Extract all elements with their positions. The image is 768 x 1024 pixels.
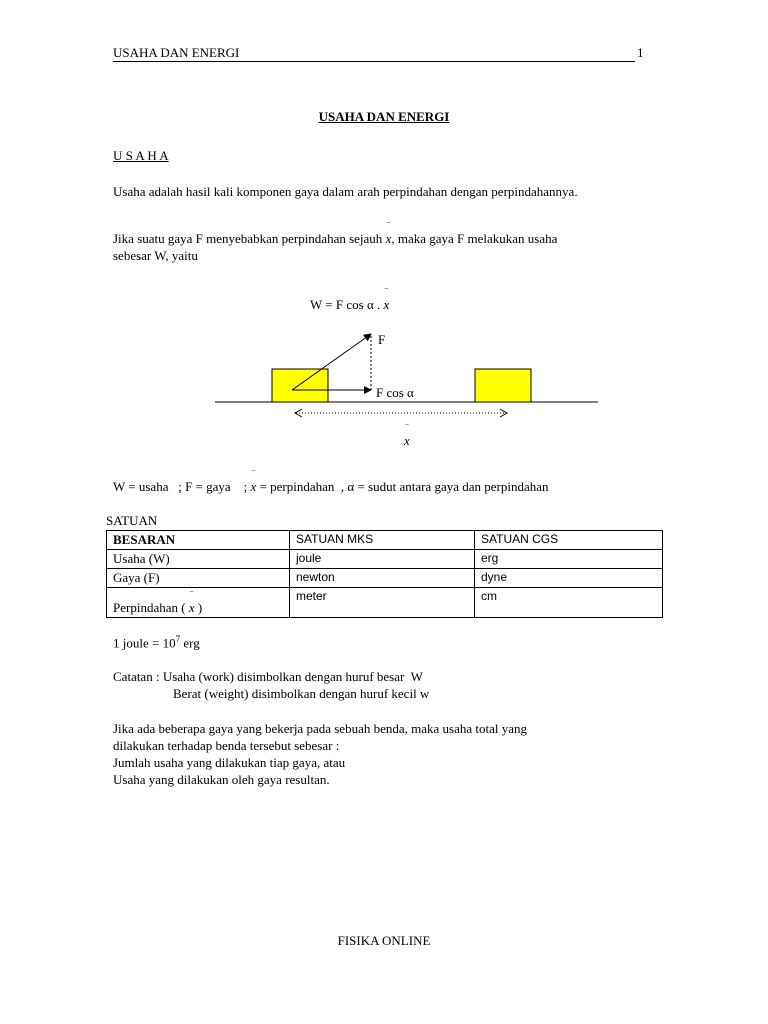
table-header-cell: BESARAN	[107, 531, 290, 550]
definition-text: Usaha adalah hasil kali komponen gaya dalam arah perpindahan dengan perpindahannya.	[113, 184, 578, 199]
joule-erg-conversion: 1 joule = $10^7$ erg	[113, 634, 200, 651]
table-header-row	[107, 531, 663, 550]
force-arrow	[292, 334, 371, 390]
catatan-line-2: Berat (weight) disimbolkan dengan huruf kecil w	[173, 686, 430, 701]
force-label: F	[378, 332, 386, 347]
paragraph-text-before: Jika suatu gaya F menyebabkan perpindahan sejauh	[113, 231, 386, 246]
table-cell: newton	[290, 569, 475, 588]
table-cell: joule	[290, 550, 475, 569]
vector-x: ‾ x	[383, 288, 390, 312]
component-label: F cos α	[376, 385, 414, 400]
table-cell: meter	[290, 588, 475, 618]
block-initial	[272, 369, 328, 402]
table-cell: Perpindahan ( ‾ x )	[107, 588, 290, 618]
closing-line-1: Jika ada beberapa gaya yang bekerja pada sebuah benda, maka usaha total yang	[113, 721, 528, 736]
units-table	[106, 530, 663, 618]
closing-line-2: dilakukan terhadap benda tersebut sebesar :	[113, 738, 340, 753]
work-formula: W = F cos α . ‾ x	[310, 288, 390, 312]
document-title: USAHA DAN ENERGI	[318, 109, 450, 124]
table-cell: Usaha (W)	[107, 550, 290, 569]
table-cell: dyne	[475, 569, 663, 588]
table-header-cell: SATUAN MKS	[290, 531, 475, 550]
table-cell: cm	[475, 588, 663, 618]
closing-line-3: Jumlah usaha yang dilakukan tiap gaya, atau	[113, 755, 346, 770]
closing-line-4: Usaha yang dilakukan oleh gaya resultan.	[113, 772, 330, 787]
vector-x: ‾ x	[250, 470, 257, 494]
table-cell: erg	[475, 550, 663, 569]
page-number: 1	[637, 45, 644, 60]
catatan-line-1: Catatan : Usaha (work) disimbolkan dengan huruf besar W	[113, 669, 423, 684]
displacement-label: ‾ x	[404, 424, 410, 448]
section-heading: U S A H A	[113, 148, 169, 163]
page-footer: FISIKA ONLINE	[337, 933, 431, 948]
running-header-title: USAHA DAN ENERGI	[113, 45, 240, 60]
table-row	[107, 569, 663, 588]
block-final	[475, 369, 531, 402]
paragraph-line-2: sebesar W, yaitu	[113, 248, 198, 263]
alpha-symbol: α	[366, 297, 374, 312]
table-header-cell: SATUAN CGS	[475, 531, 663, 550]
paragraph-text-after: , maka gaya F melakukan usaha	[391, 231, 558, 246]
table-cell: Gaya (F)	[107, 569, 290, 588]
table-row	[107, 550, 663, 569]
table-row	[107, 588, 663, 618]
satuan-heading: SATUAN	[106, 513, 158, 528]
symbol-legend: W = usaha ; F = gaya ; ‾ x = perpindahan , α = sudut antara gaya dan perpindahan	[113, 470, 549, 494]
vector-x: ‾ x	[385, 222, 392, 246]
